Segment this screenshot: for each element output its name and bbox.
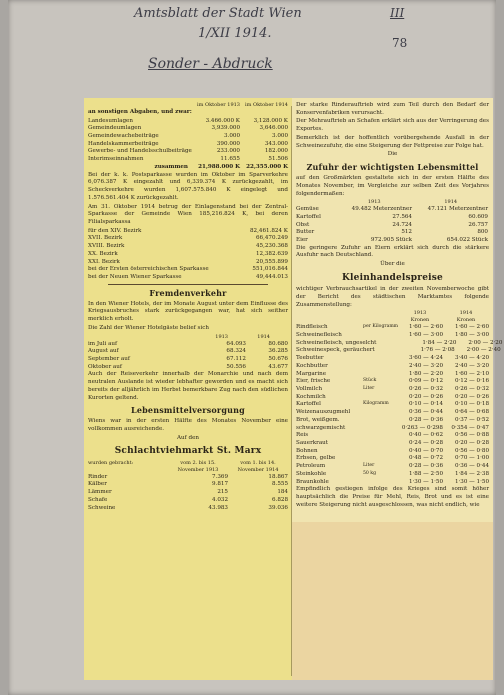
price-row-cell: Vollmilch xyxy=(296,385,323,392)
zufuhr-heading: Zufuhr der wichtigsten Lebensmittel xyxy=(306,162,479,173)
price-row-cell: Weizenauszugmehl xyxy=(296,409,351,416)
branch-row-cell: XVII. Bezirk xyxy=(88,235,123,242)
page-number: 78 xyxy=(392,36,408,50)
hotel-row xyxy=(88,348,288,356)
roman-number: III xyxy=(390,6,405,20)
price-row-cell: 0·24 — 0·28 xyxy=(408,439,443,446)
preise-paragraph: wichtiger Verbrauchsartikel in der zweiten Novemberwoche gibt der Bericht des städtischen Marktamtes folgende Zusammenstellung: xyxy=(296,286,489,308)
price-row xyxy=(296,471,489,479)
zufuhr-row-cell: 24.724 xyxy=(392,221,412,228)
markt-row xyxy=(88,481,288,489)
hotel-row-cell: Oktober auf xyxy=(88,363,122,370)
newspaper-clipping xyxy=(84,98,503,680)
zufuhr-row-cell: Eier xyxy=(296,236,308,243)
branch-row-cell: 66,470.249 xyxy=(255,235,288,242)
zufuhr-row xyxy=(296,237,489,245)
markt-row xyxy=(88,497,288,505)
price-row-cell: Eier, frische xyxy=(296,378,331,385)
price-row xyxy=(296,432,489,440)
markt-row-cell: Schweine xyxy=(88,504,116,511)
price-unit-1913: Kronen xyxy=(410,317,430,324)
markt-intro: wurden gebracht: xyxy=(88,459,134,466)
table1-row-cell: Gewerbe- und Handelsschulbeiträge xyxy=(88,148,192,155)
price-unit-1914: Kronen xyxy=(456,317,476,324)
zufuhr-row-cell: Gemüse xyxy=(296,206,319,213)
zufuhr-row xyxy=(296,206,489,214)
price-row-cell: Rindfleisch xyxy=(296,324,328,331)
table1-row-cell: Gemeindeumlagen xyxy=(88,125,142,132)
price-row-cell: 2·00 — 2·20 xyxy=(468,339,503,346)
markt-row-cell: 215 xyxy=(217,489,228,496)
price-row-cell: 1·84 — 2·20 xyxy=(422,339,457,346)
price-row-cell: 0·09 — 0·12 xyxy=(408,378,443,385)
price-row-cell: schwarzgemischt xyxy=(296,424,346,431)
price-row-cell: 0·56 — 0·88 xyxy=(454,432,489,439)
reiseverkehr-paragraph: Auch der Reiseverkehr innerhalb der Monarchie und nach dem neutralen Auslande ist wieder lebhafter geworden und es macht sich bereits der alljährlich im Herbst bemerkbare Zug nach den südlichen Kurorten geltend. xyxy=(88,371,288,401)
price-row xyxy=(296,401,489,409)
table1-row xyxy=(88,133,288,141)
hotel-row-cell: 80.680 xyxy=(268,340,288,347)
right-column xyxy=(296,102,503,510)
table1-row-cell: 3.000 xyxy=(271,133,288,140)
hotel-row-cell: August auf xyxy=(88,348,119,355)
price-row-cell xyxy=(363,355,397,363)
branch-row-cell: 82,461.824 K xyxy=(250,227,288,234)
table1-row-cell: 233.000 xyxy=(216,148,240,155)
price-row-cell: 0·48 — 0·72 xyxy=(408,455,443,462)
table1-row-cell: 3,646.000 xyxy=(259,125,288,132)
price-row-cell: Margarine xyxy=(296,370,327,377)
price-row-cell: Sauerkraut xyxy=(296,439,329,446)
table1-row-cell: 11.655 xyxy=(220,156,240,163)
hotel-header xyxy=(88,334,288,341)
price-row-cell: 2·40 — 3·20 xyxy=(408,362,443,369)
zufuhr-paragraph: auf den Großmärkten gestaltete sich in der ersten Hälfte des Monates November, im Vergleiche zur selben Zeit des Vorjahres folgendermaßen: xyxy=(296,175,489,197)
total-1914: 22,355.000 K xyxy=(246,163,288,170)
table1-heading: an sonstigen Abgaben, und zwar: xyxy=(88,108,192,115)
price-row-cell: per Kilogramm xyxy=(363,324,399,330)
price-row-cell: 0·20 — 0·26 xyxy=(408,393,443,400)
kleinhandelspreise-heading: Kleinhandelspreise xyxy=(342,272,443,283)
price-row-cell: 0·10 — 0·18 xyxy=(454,401,489,408)
total-label: zusammen xyxy=(154,163,188,170)
table1-row-cell: 390.000 xyxy=(216,140,240,147)
fremdenverkehr-heading: Fremdenverkehr xyxy=(149,287,227,298)
markt-row-cell: 4.032 xyxy=(211,496,228,503)
table1-row-cell: 343.000 xyxy=(264,140,288,147)
section-rule xyxy=(108,284,268,285)
price-row-cell xyxy=(363,479,397,487)
price-row-cell: 0·36 — 0·44 xyxy=(408,409,443,416)
price-row-cell: 0·263 — 0·298 xyxy=(401,424,443,431)
price-row-cell: 0·28 — 0·36 xyxy=(408,463,443,470)
hotel-row xyxy=(88,364,288,372)
branch-row-cell: für den XIV. Bezirk xyxy=(88,227,142,234)
price-row-cell: Schweinespeck, geräuchert xyxy=(296,347,375,354)
zufuhr-row xyxy=(296,222,489,230)
branch-row xyxy=(88,266,288,274)
die: Die xyxy=(387,151,398,158)
branch-row-cell: 45,230.368 xyxy=(255,243,288,250)
markt-row-cell: 43.983 xyxy=(208,504,228,511)
branch-row-cell: XX. Bezirk xyxy=(88,250,118,257)
table1-row-cell: 182.000 xyxy=(264,148,288,155)
price-row-cell: Braunkohle xyxy=(296,478,329,485)
price-row-cell: 0·40 — 0·70 xyxy=(408,447,443,454)
price-row-cell: Erbsen, gelbe xyxy=(296,455,336,462)
zufuhr-row-cell: Kartoffel xyxy=(296,213,321,220)
price-row-cell: 1·60 — 2·10 xyxy=(454,370,489,377)
zentral-sparkasse-paragraph: Am 31. Oktober 1914 betrug der Einlagenstand bei der Zentral-Sparkasse der Gemeinde Wien 185,216.824 K, bei deren Filialsparkassa xyxy=(88,203,288,225)
lebensmittel-heading: Lebensmittelversorgung xyxy=(131,405,245,416)
hotel-row-cell: September auf xyxy=(88,355,130,362)
branch-row xyxy=(88,274,288,282)
branch-row xyxy=(88,243,288,251)
table1-row xyxy=(88,141,288,149)
branch-row xyxy=(88,259,288,267)
table1-row-cell: 3.466.000 K xyxy=(205,117,240,124)
price-row-cell xyxy=(363,448,397,456)
price-row-cell: 2·00 — 2·40 xyxy=(466,347,501,354)
hotel-row-cell: im Juli auf xyxy=(88,340,118,347)
price-row-cell: 1·80 — 2·20 xyxy=(408,370,443,377)
zufuhr-rows xyxy=(296,206,489,245)
table1-row-cell: Gemeindewachebeiträge xyxy=(88,133,159,140)
table1-row xyxy=(88,156,288,164)
price-row-cell: 0·26 — 0·32 xyxy=(408,385,443,392)
archive-header: Amtsblatt der Stadt Wien xyxy=(134,6,302,21)
price-row-cell: 0·40 — 0·62 xyxy=(408,432,443,439)
price-row-cell: 3·40 — 4·20 xyxy=(454,355,489,362)
price-row-cell: 1·30 — 1·50 xyxy=(454,478,489,485)
price-row-cell: 3·60 — 4·24 xyxy=(408,355,443,362)
schafe-paragraph: Der Mehrauftrieb an Schafen erklärt sich aus der Verringerung des Exportes. xyxy=(296,118,489,133)
price-row-cell: 1·60 — 2·60 xyxy=(454,324,489,331)
price-row-cell: 1·76 — 2·08 xyxy=(420,347,455,354)
price-row xyxy=(296,479,489,487)
price-row-cell: 0·64 — 0·68 xyxy=(454,409,489,416)
price-row-cell: Kochmilch xyxy=(296,393,326,400)
price-row xyxy=(296,394,489,402)
hotel-head-1914: 1914 xyxy=(257,333,270,340)
price-row-cell: 0·10 — 0·14 xyxy=(408,401,443,408)
price-row-cell: Kilogramm xyxy=(363,401,389,407)
price-row-cell: Teebutter xyxy=(296,355,324,362)
price-row-cell: Steinkohle xyxy=(296,470,327,477)
price-row xyxy=(296,378,489,386)
pasted-overlay-strip xyxy=(292,522,493,680)
price-row xyxy=(296,455,489,463)
markt-row-cell: Schafe xyxy=(88,496,108,503)
schluss-paragraph: Empfindlich gestiegen infolge des Krieges sind somit höher hauptsächlich die Preise für Mehl, Reis, Brot und es ist eine weitere Steigerung nicht ausgeschlossen, was nicht endlich, wie xyxy=(296,486,489,508)
price-row xyxy=(296,448,489,456)
zufuhr-row-cell: 47.121 Meterzentner xyxy=(427,206,488,213)
price-row-cell: 0·20 — 0·28 xyxy=(454,439,489,446)
table1-rows xyxy=(88,118,288,164)
zufuhr-header xyxy=(296,199,489,206)
price-row-cell: 0·56 — 0·80 xyxy=(454,447,489,454)
price-row xyxy=(296,339,503,348)
table1-row xyxy=(88,125,288,133)
hotel-paragraph: In den Wiener Hotels, der im Monate August unter dem Einflusse des Kriegsausbruches stark zurückgegangen war, hat sich seither merklich erholt. xyxy=(88,300,288,323)
price-row-cell: Stück xyxy=(363,378,377,384)
zufuhr-row-cell: 800 xyxy=(477,229,488,236)
price-row-cell: Schweinefleisch, ungeselcht xyxy=(296,339,377,346)
markt-rows xyxy=(88,474,288,513)
table1-col1-head: im Oktober 1913 xyxy=(197,102,240,108)
markt-row-cell: 184 xyxy=(277,489,288,496)
table1-col2-head: im Oktober 1914 xyxy=(245,102,288,108)
price-row xyxy=(296,363,489,371)
branch-row-cell: 12,382.639 xyxy=(255,250,288,257)
markt-row-cell: 8.555 xyxy=(271,481,288,488)
auf-den: Auf den xyxy=(177,434,199,441)
markt-row-cell: Kälber xyxy=(88,481,107,488)
hotel-row-cell: 36.285 xyxy=(268,348,288,355)
table1-total xyxy=(88,164,288,172)
markt-head-1913: vom 2. bis 15. November 1913 xyxy=(177,459,219,473)
lebensmittel-paragraph: Wiens war in der ersten Hälfte des Monates November eine vollkommen ausreichende. xyxy=(88,418,288,432)
price-row-cell xyxy=(363,440,397,448)
markt-row xyxy=(88,489,288,497)
price-row-cell: 0·70 — 1·00 xyxy=(454,455,489,462)
branch-row-cell: bei der Ersten österreichischen Sparkasse xyxy=(88,266,209,273)
branch-row-cell: XVIII. Bezirk xyxy=(88,243,125,250)
price-rows xyxy=(296,324,503,486)
sonder-abdruck-stamp: Sonder - Abdruck xyxy=(148,56,273,72)
zufuhr-row-cell: 654.022 Stück xyxy=(446,236,488,243)
hotel-row-cell: 64.093 xyxy=(226,340,246,347)
price-header xyxy=(296,310,489,317)
price-row xyxy=(296,425,489,433)
price-row-cell xyxy=(363,409,397,417)
price-row-cell: Liter xyxy=(363,385,375,391)
table1-row-cell: Landesumlagen xyxy=(88,117,133,124)
table1-row xyxy=(88,118,288,126)
price-row xyxy=(296,371,489,379)
total-1913: 21,988.000 K xyxy=(198,163,240,170)
table1-row-cell: 51.506 xyxy=(268,156,288,163)
price-row-cell xyxy=(363,332,397,340)
price-row-cell xyxy=(363,363,397,371)
rinder-paragraph: Der starke Rinderauftrieb wird zum Teil durch den Bedarf der Konservenfabriken verursacht. xyxy=(296,102,489,116)
branch-row-cell: 49,444.013 xyxy=(255,273,288,280)
markt-row-cell: Lämmer xyxy=(88,489,112,496)
zufuhr-row xyxy=(296,229,489,237)
ueber-die: Über die xyxy=(380,261,405,268)
table1-row-cell: 3,939.000 xyxy=(211,125,240,132)
price-row-cell: Bohnen xyxy=(296,447,318,454)
price-head-1914: 1914 xyxy=(459,310,473,317)
branch-row-cell: bei der Neuen Wiener Sparkasse xyxy=(88,273,182,280)
zufuhr-head-1914: 1914 xyxy=(444,199,458,206)
price-row-cell: 0·354 — 0·47 xyxy=(451,424,489,431)
table1-row xyxy=(88,148,288,156)
branch-row xyxy=(88,228,288,236)
zufuhr-row-cell: 972.905 Stück xyxy=(370,236,412,243)
price-row xyxy=(296,355,489,363)
left-column xyxy=(88,102,288,512)
eier-paragraph: Die geringere Zufuhr an Eiern erklärt sich durch die stärkere Ausfuhr nach Deutschland. xyxy=(296,244,489,259)
price-row xyxy=(296,440,489,448)
price-row-cell xyxy=(363,455,397,463)
markt-row-cell: 39.036 xyxy=(268,504,288,511)
table1-row-cell: 3,128.000 K xyxy=(253,117,288,124)
price-row-cell: 1·80 — 3·00 xyxy=(454,331,489,338)
hotel-row xyxy=(88,356,288,364)
price-row xyxy=(296,324,489,332)
table1-header xyxy=(88,102,288,109)
zufuhr-row xyxy=(296,214,489,222)
price-row-cell: Kochbutter xyxy=(296,362,328,369)
hotel-row-cell: 43.677 xyxy=(268,363,288,370)
price-row-cell xyxy=(375,347,409,355)
price-row-cell: 0·20 — 0·26 xyxy=(454,393,489,400)
price-row-cell: 1·30 — 1·50 xyxy=(408,478,443,485)
zufuhr-row-cell: 49.482 Meterzentner xyxy=(351,206,412,213)
hotel-row-cell: 68.324 xyxy=(226,348,246,355)
hotel-rows xyxy=(88,341,288,372)
schlachtvieh-heading: Schlachtviehmarkt St. Marx xyxy=(114,446,262,457)
markt-header xyxy=(88,460,288,474)
price-row xyxy=(296,386,489,394)
markt-head-1914: vom 1. bis 14. November 1914 xyxy=(237,459,279,473)
price-row-cell xyxy=(363,425,397,433)
hotel-row-cell: 50.556 xyxy=(226,363,246,370)
zufuhr-row-cell: 26.757 xyxy=(468,221,488,228)
price-row-cell: Kartoffel xyxy=(296,401,321,408)
price-row-cell: Schweinefleisch xyxy=(296,331,342,338)
zufuhr-row-cell: 27.564 xyxy=(392,213,412,220)
schweine-paragraph: Bemerklich ist der hoffentlich vorübergehende Ausfall in der Schweinezufuhr, die eine Steigerung der Fettpreise zur Folge hat. xyxy=(296,134,489,149)
price-row-cell: 0·28 — 0·36 xyxy=(408,416,443,423)
hotel-count-intro: Die Zahl der Wiener Hotelgäste belief sich xyxy=(88,324,209,331)
branch-rows xyxy=(88,228,288,282)
hotel-head-1913: 1913 xyxy=(215,333,228,340)
price-row-cell: 0·36 — 0·44 xyxy=(454,463,489,470)
markt-row xyxy=(88,474,288,482)
branch-row-cell: XXI. Bezirk xyxy=(88,258,120,265)
markt-row-cell: 9.817 xyxy=(211,481,228,488)
price-row-cell xyxy=(376,340,410,348)
hotel-row-cell: 50.676 xyxy=(268,355,288,362)
price-row-cell: 1·88 — 2·50 xyxy=(408,470,443,477)
zufuhr-row-cell: Obst xyxy=(296,221,310,228)
markt-row xyxy=(88,505,288,513)
price-row-cell xyxy=(363,432,397,440)
price-row xyxy=(296,332,489,340)
price-row xyxy=(296,347,501,355)
hotel-row xyxy=(88,341,288,349)
price-row-cell: 0·37 — 0·52 xyxy=(454,416,489,423)
price-row-cell: 0·26 — 0·32 xyxy=(454,385,489,392)
markt-row-cell: Rinder xyxy=(88,473,108,480)
branch-row xyxy=(88,251,288,259)
price-row-cell: 50 kg xyxy=(363,470,377,476)
price-row-cell xyxy=(363,417,397,425)
branch-row xyxy=(88,235,288,243)
price-row-cell: Liter xyxy=(363,463,375,469)
branch-row-cell: 20,555.899 xyxy=(255,258,288,265)
price-row-cell: 1·60 — 2·60 xyxy=(408,324,443,331)
price-row-cell: 0·12 — 0·16 xyxy=(454,378,489,385)
column-divider xyxy=(291,106,292,676)
markt-row-cell: 6.828 xyxy=(271,496,288,503)
price-row-cell: 1·60 — 3·00 xyxy=(408,331,443,338)
markt-row-cell: 7.369 xyxy=(211,473,228,480)
price-row-cell: 2·40 — 3·20 xyxy=(454,362,489,369)
price-row-cell: Brot, weißgem. xyxy=(296,416,340,423)
postsparkasse-paragraph: Bei der k. k. Postsparkasse wurden im Oktober im Sparverkehre 6,076.387 K eingezahlt und 6,339.374 K zurückgezahlt, im Scheckverkehre wurden 1,607.575.840 K eingelegt und 1.576.561.404 K zurückgezahlt. xyxy=(88,171,288,201)
zufuhr-row-cell: 512 xyxy=(401,229,412,236)
zufuhr-head-1913: 1913 xyxy=(367,199,381,206)
table1-row-cell: Handelskammerbeiträge xyxy=(88,140,159,147)
table1-row-cell: Interimseinnahmen xyxy=(88,156,144,163)
markt-row-cell: 18.867 xyxy=(268,473,288,480)
price-row xyxy=(296,409,489,417)
price-row xyxy=(296,417,489,425)
price-row-cell: Petroleum xyxy=(296,463,326,470)
zufuhr-row-cell: 60.609 xyxy=(468,213,488,220)
price-row-cell: Reis xyxy=(296,432,309,439)
zufuhr-row-cell: Butter xyxy=(296,229,315,236)
table1-row-cell: 3.000 xyxy=(223,133,240,140)
branch-row-cell: 551,016.844 xyxy=(252,266,288,273)
price-row xyxy=(296,463,489,471)
price-head-1913: 1913 xyxy=(413,310,427,317)
hotel-row-cell: 67.112 xyxy=(226,355,246,362)
price-row-cell: 1·84 — 2·38 xyxy=(454,470,489,477)
handwritten-date: 1/XII 1914. xyxy=(198,26,272,41)
